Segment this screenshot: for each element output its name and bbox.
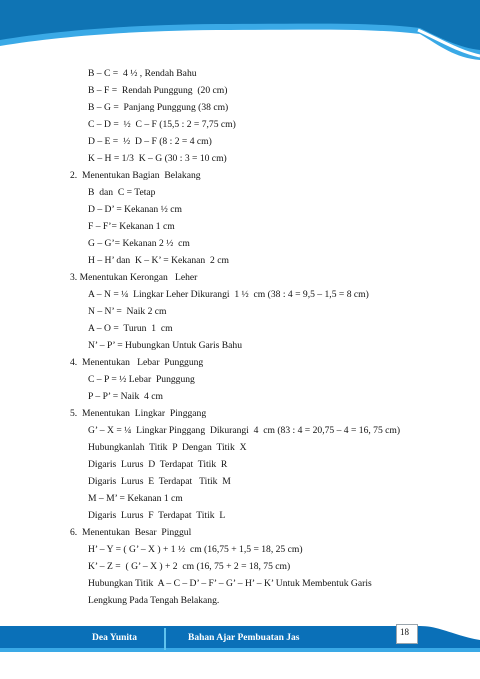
measurement-line: N’ – P’ = Hubungkan Untuk Garis Bahu xyxy=(88,340,243,351)
footer-divider xyxy=(164,628,166,650)
measurement-line: G’ – X = ¼ Lingkar Pinggang Dikurangi 4 cm (83 : 4 = 20,75 – 4 = 16, 75 cm) xyxy=(88,425,401,436)
measurement-line: D – E = ½ D – F (8 : 2 = 4 cm) xyxy=(88,136,212,147)
footer-author: Dea Yunita xyxy=(92,633,137,643)
section-heading: 2. Menentukan Bagian Belakang xyxy=(70,170,201,181)
measurement-line: D – D’ = Kekanan ½ cm xyxy=(88,204,182,215)
measurement-line: B – F = Rendah Punggung (20 cm) xyxy=(88,85,228,96)
section-heading: 4. Menentukan Lebar Punggung xyxy=(70,357,204,368)
measurement-line: A – N = ¼ Lingkar Leher Dikurangi 1 ½ cm (38 : 4 = 9,5 – 1,5 = 8 cm) xyxy=(88,289,369,300)
measurement-line: C – D = ½ C – F (15,5 : 2 = 7,75 cm) xyxy=(88,119,236,130)
measurement-line: F – F’= Kekanan 1 cm xyxy=(88,221,175,232)
measurement-line: P – P’ = Naik 4 cm xyxy=(88,391,163,402)
measurement-line: K – H = 1/3 K – G (30 : 3 = 10 cm) xyxy=(88,153,227,164)
section-heading: 6. Menentukan Besar Pinggul xyxy=(70,527,192,538)
measurement-line: Hubungkanlah Titik P Dengan Titik X xyxy=(88,442,247,453)
measurement-line: B – C = 4 ½ , Rendah Bahu xyxy=(88,68,197,79)
measurement-line: Digaris Lurus E Terdapat Titik M xyxy=(88,476,231,487)
page-number: 18 xyxy=(400,627,409,637)
measurement-line: A – O = Turun 1 cm xyxy=(88,323,173,334)
measurement-line: H’ – Y = ( G’ – X ) + 1 ½ cm (16,75 + 1,5 = 18, 25 cm) xyxy=(88,544,303,555)
measurement-line: G – G’= Kekanan 2 ½ cm xyxy=(88,238,190,249)
measurement-line: M – M’ = Kekanan 1 cm xyxy=(88,493,183,504)
measurement-line: Lengkung Pada Tengah Belakang. xyxy=(88,595,220,606)
measurement-line: Digaris Lurus D Terdapat Titik R xyxy=(88,459,228,470)
measurement-line: Digaris Lurus F Terdapat Titik L xyxy=(88,510,226,521)
measurement-line: B – G = Panjang Punggung (38 cm) xyxy=(88,102,229,113)
section-heading: 3. Menentukan Kerongan Leher xyxy=(70,272,198,283)
measurement-line: B dan C = Tetap xyxy=(88,187,156,198)
measurement-line: Hubungkan Titik A – C – D’ – F’ – G’ – H’ – K’ Untuk Membentuk Garis xyxy=(88,578,372,589)
measurement-line: C – P = ½ Lebar Punggung xyxy=(88,374,195,385)
measurement-line: K’ – Z = ( G’ – X ) + 2 cm (16, 75 + 2 = 18, 75 cm) xyxy=(88,561,291,572)
footer-title: Bahan Ajar Pembuatan Jas xyxy=(188,633,300,643)
measurement-line: N – N’ = Naik 2 cm xyxy=(88,306,167,317)
measurement-line: H – H’ dan K – K’ = Kekanan 2 cm xyxy=(88,255,229,266)
section-heading: 5. Menentukan Lingkar Pinggang xyxy=(70,408,207,419)
